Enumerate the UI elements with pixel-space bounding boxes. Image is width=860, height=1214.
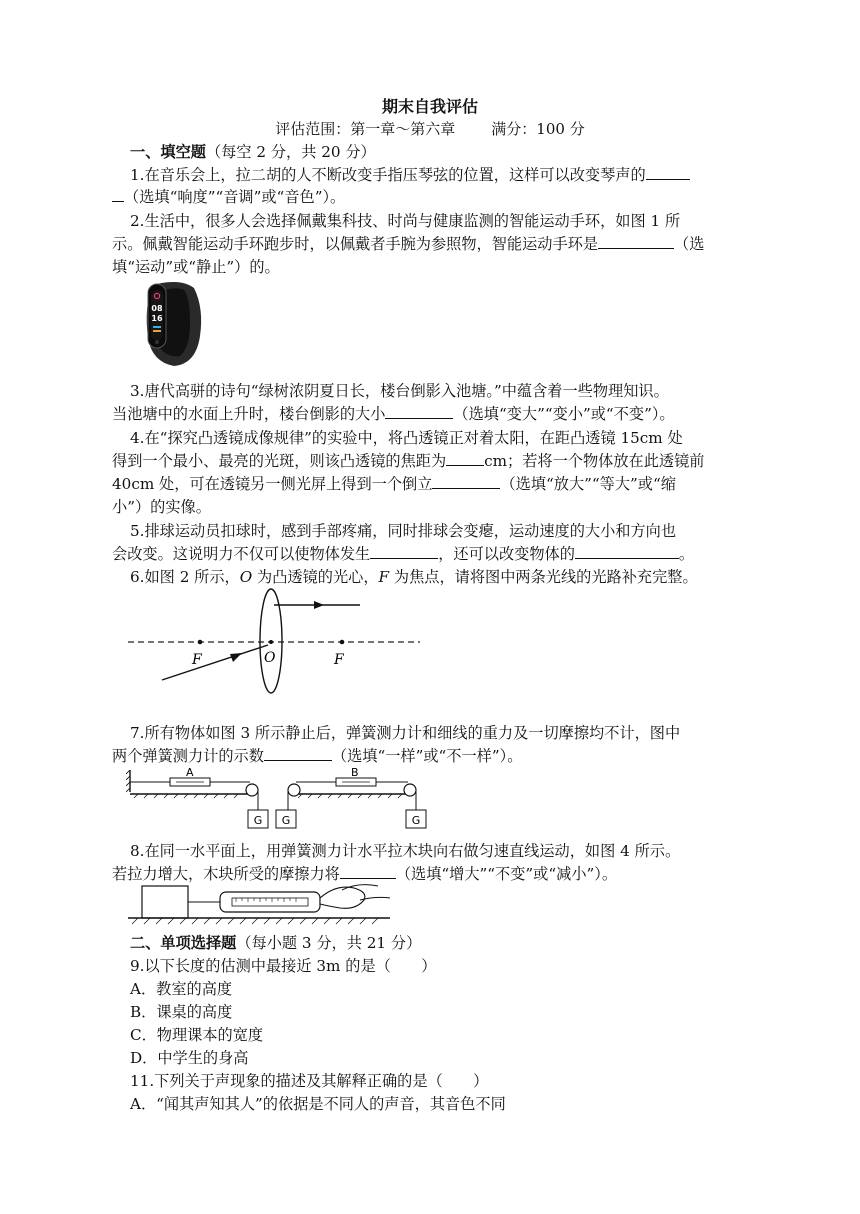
q1-line-2: （选填“响度”“音调”或“音色”）。 (112, 186, 772, 208)
q9-option-c[interactable]: C．物理课本的宽度 (130, 1026, 264, 1044)
q3-line-1: 3.唐代高骈的诗句“绿树浓阴夏日长，楼台倒影入池塘。”中蕴含着一些物理知识。 (130, 382, 669, 400)
q7-line-2: 两个弹簧测力计的示数 （选填“一样”或“不一样”）。 (112, 747, 523, 765)
q1-blank[interactable] (646, 164, 690, 180)
q11-option-a[interactable]: A．“闻其声知其人”的依据是不同人的声音，其音色不同 (130, 1095, 506, 1113)
ray-1-arrow (314, 601, 324, 609)
q4-blank-2[interactable] (432, 473, 500, 489)
spring-a-label: A (186, 766, 194, 779)
section-2-heading: 二、单项选择题（每小题 3 分，共 21 分） (130, 934, 422, 952)
q7-line-1: 7.所有物体如图 3 所示静止后，弹簧测力计和细线的重力及一切摩擦均不计，图中 (130, 724, 681, 742)
section-1-heading: 一、填空题（每空 2 分，共 20 分） (130, 143, 376, 161)
q5-line-1: 5.排球运动员扣球时，感到手部疼痛，同时排球会变瘪，运动速度的大小和方向也 (130, 522, 677, 540)
q9-stem: 9.以下长度的估测中最接近 3m 的是（ ） (130, 957, 437, 975)
svg-text:G: G (281, 814, 291, 827)
focus-left-dot (198, 640, 203, 645)
focus-left-label: F (192, 652, 202, 668)
pulley-right (404, 784, 416, 796)
q9-option-b[interactable]: B．课桌的高度 (130, 1003, 233, 1021)
page-title: 期末自我评估 (381, 97, 478, 116)
exam-score: 满分：100 分 (491, 120, 585, 138)
q8-blank[interactable] (340, 863, 396, 879)
optical-center-dot (269, 640, 273, 644)
q5-line-2: 会改变。这说明力不仅可以使物体发生 ，还可以改变物体的 。 (112, 545, 695, 563)
q8-line-2: 若拉力增大，木块所受的摩擦力将 （选填“增大”“不变”或“减小”）。 (112, 865, 618, 883)
q8-line-1: 8.在同一水平面上，用弹簧测力计水平拉木块向右做匀速直线运动，如图 4 所示。 (130, 842, 681, 860)
q2-line-1: 2.生活中，很多人会选择佩戴集科技、时尚与健康监测的智能运动手环，如图 1 所 (130, 212, 681, 230)
ray-2 (162, 645, 268, 680)
wood-block (142, 886, 188, 918)
exam-subtitle (0, 118, 860, 139)
spring-scale-figure (126, 766, 438, 834)
center-label: O (264, 650, 276, 666)
pulley-left (246, 784, 258, 796)
band-hour: 08 (151, 304, 163, 313)
q1-line-1: 1.在音乐会上，拉二胡的人不断改变手指压琴弦的位置，这样可以改变琴声的 (130, 164, 790, 186)
q3-line-2: 当池塘中的水面上升时，楼台倒影的大小 （选填“变大”“变小”或“不变”）。 (112, 405, 675, 423)
q9-option-a[interactable]: A．教室的高度 (130, 980, 233, 998)
q4-line-3: 40cm 处，可在透镜另一侧光屏上得到一个倒立 （选填“放大”“等大”或“缩 (112, 475, 676, 493)
ray-2-arrow (230, 653, 242, 662)
q6-line-1: 6.如图 2 所示，O 为凸透镜的光心，F 为焦点，请将图中两条光线的光路补充完整。 (130, 568, 698, 586)
lens-figure (124, 586, 424, 698)
exam-range: 评估范围：第一章～第六章 (275, 120, 456, 138)
q4-line-1: 4.在“探究凸透镜成像规律”的实验中，将凸透镜正对着太阳，在距凸透镜 15cm 处 (130, 429, 683, 447)
q2-line-2: 示。佩戴智能运动手环跑步时，以佩戴者手腕为参照物，智能运动手环是 （选 (112, 235, 705, 253)
q2-blank[interactable] (598, 233, 674, 249)
q7-blank[interactable] (264, 745, 332, 761)
focus-right-dot (340, 640, 345, 645)
band-minute: 16 (151, 314, 163, 323)
q11-stem: 11.下列关于声现象的描述及其解释正确的是（ ） (130, 1072, 489, 1090)
q2-line-3: 填“运动”或“静止”）的。 (112, 258, 280, 276)
spring-b-label: B (351, 766, 359, 779)
svg-text:G: G (253, 814, 263, 827)
q4-line-2: 得到一个最小、最亮的光斑，则该凸透镜的焦距为 cm；若将一个物体放在此透镜前 (112, 452, 705, 470)
q3-blank[interactable] (385, 403, 453, 419)
pulley-middle (288, 784, 300, 796)
q9-option-d[interactable]: D．中学生的身高 (130, 1049, 249, 1067)
smart-band-figure (134, 278, 208, 370)
q4-blank-1[interactable] (446, 450, 484, 466)
focus-right-label: F (334, 652, 344, 668)
friction-figure (128, 880, 398, 928)
svg-text:G: G (411, 814, 421, 827)
q5-blank-2[interactable] (575, 543, 679, 559)
q5-blank-1[interactable] (370, 543, 438, 559)
q4-line-4: 小”）的实像。 (112, 498, 211, 516)
